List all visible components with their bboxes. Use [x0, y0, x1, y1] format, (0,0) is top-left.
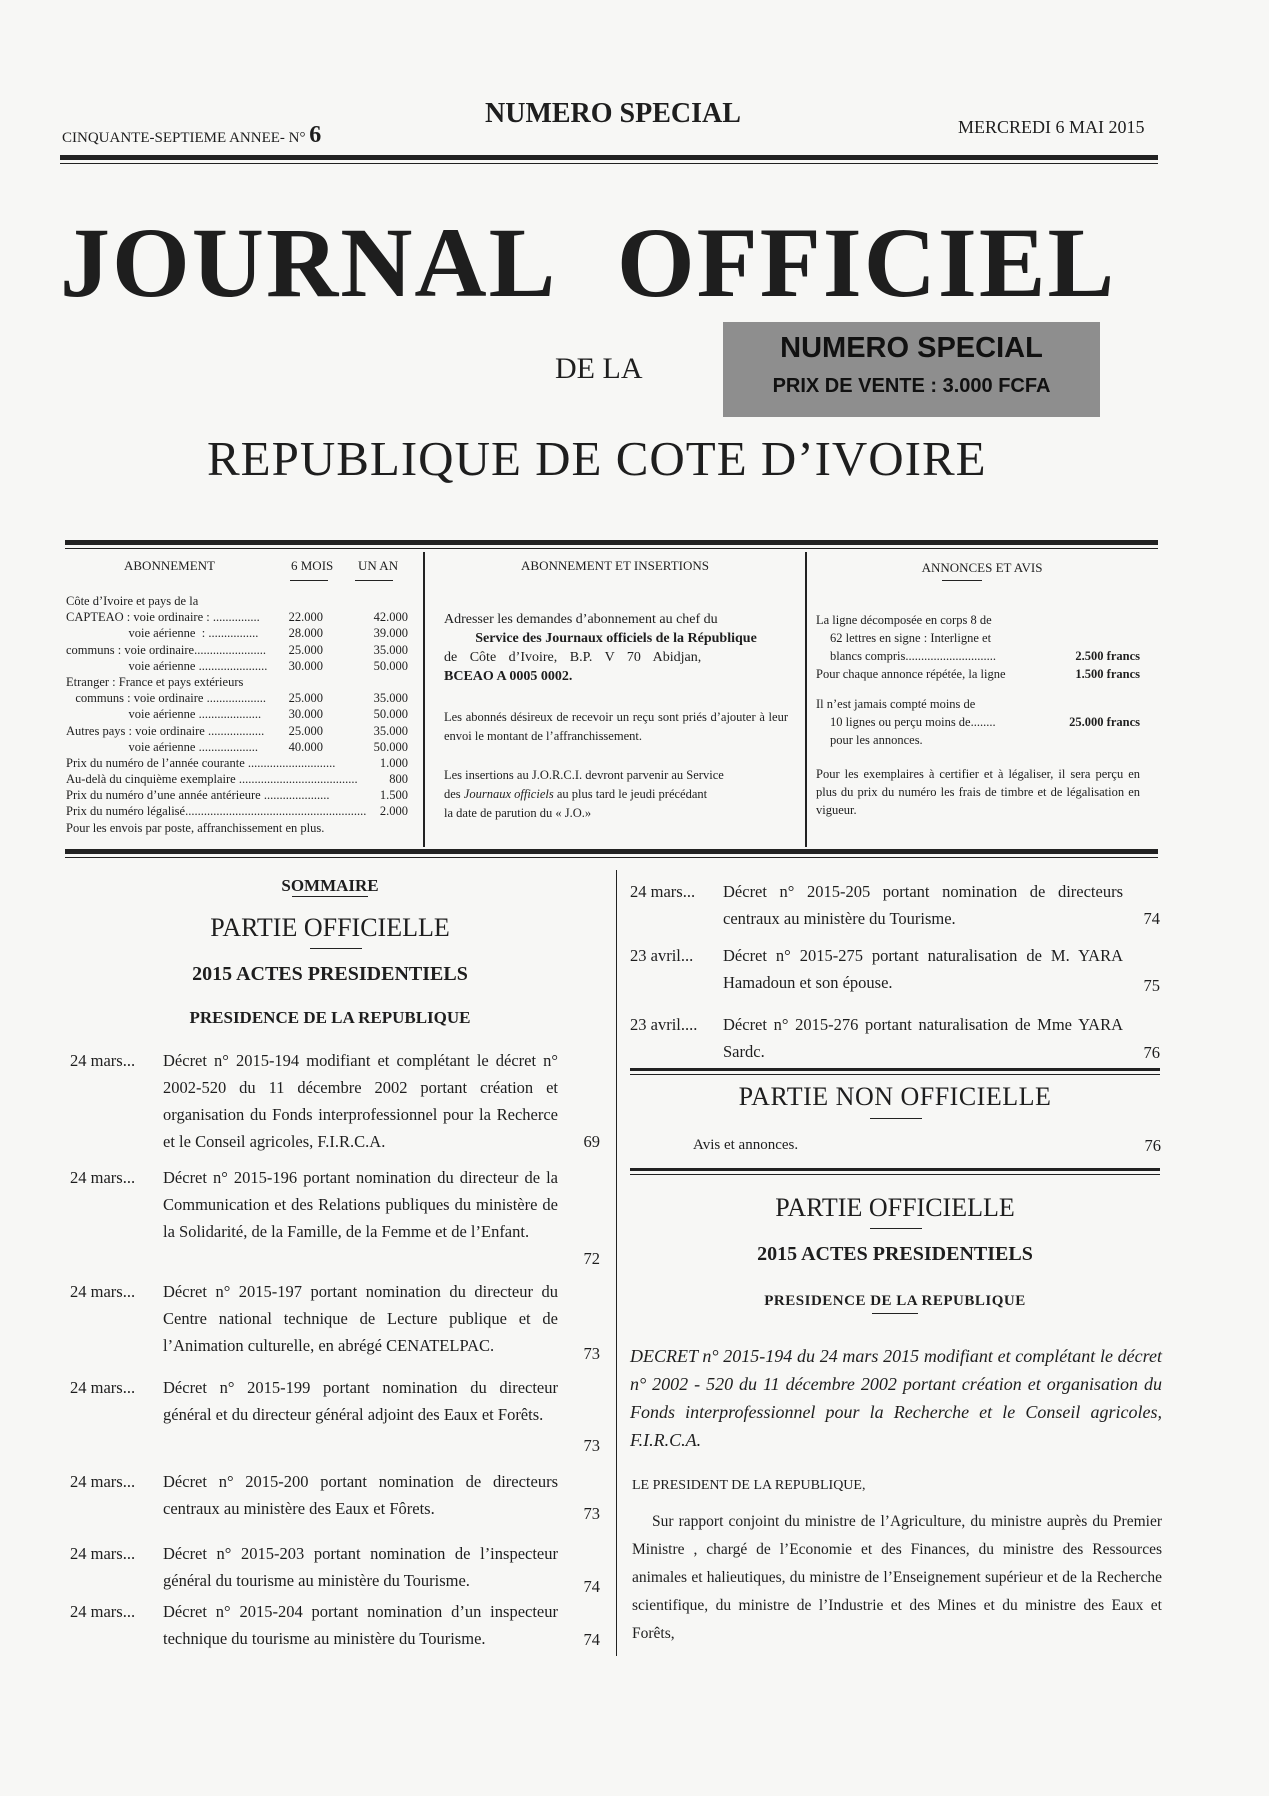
insertions-block: [444, 610, 788, 823]
abonnement-row: communs : voie ordinaire....................... 25.000 35.000: [66, 642, 408, 657]
info-divider-1: [423, 552, 425, 847]
annonces-l6: 10 lignes ou perçu moins de........: [830, 715, 996, 729]
sommaire-partie: PARTIE OFFICIELLE: [210, 913, 450, 942]
abonnement-row: Pour les envois par poste, affranchissement en plus.: [66, 820, 325, 835]
insertions-p1-d: BCEAO A 0005 0002.: [444, 669, 573, 684]
entry-page: 74: [583, 1630, 600, 1649]
entry-date: 24 mars...: [70, 1282, 136, 1301]
non-officielle-rule-top-thin: [630, 1074, 1160, 1075]
annonces-l2: 62 lettres en signe : Interligne et: [830, 631, 992, 645]
entry-text: Décret n° 2015-204 portant nomination d’un inspecteur technique du tourisme au ministère du Tourisme.: [163, 1602, 558, 1648]
body-presidence: PRESIDENCE DE LA REPUBLIQUE: [764, 1293, 1026, 1309]
body-partie: PARTIE OFFICIELLE: [775, 1193, 1015, 1222]
body-paragraph: Sur rapport conjoint du ministre de l’Agriculture, du ministre auprès du Premier Ministre , chargé de l’Economie et des Finances, du ministre des Ressources animales et halieutiques, du ministre de l’Enseignement supérieur et de la Recherche scientifique, du ministre de l’Industrie et des Mines et du ministre des Eaux et Forêts,: [632, 1513, 1162, 1642]
abonnement-row: communs : voie ordinaire ................... 25.000 35.000: [66, 691, 408, 706]
non-officielle-title: PARTIE NON OFFICIELLE: [738, 1082, 1052, 1111]
entry-page: 73: [583, 1436, 600, 1455]
abonnement-table: [66, 593, 408, 836]
entry-page: 73: [583, 1344, 600, 1363]
entry-text: Décret n° 2015-197 portant nomination du directeur du Centre national technique de Lecture publique et de l’Animation culturelle, en abrégé CENATELPAC.: [163, 1282, 558, 1355]
sommaire-actes: 2015 ACTES PRESIDENTIELS: [192, 963, 468, 985]
annonces-l3-row: [816, 647, 1140, 665]
annonces-l6-row: [816, 713, 1140, 731]
annonces-l6-price: 25.000 francs: [1069, 715, 1140, 729]
column-divider: [616, 870, 617, 1656]
insertions-p3-b: des: [444, 787, 461, 801]
sommaire-title: SOMMAIRE: [281, 876, 379, 895]
annonces-l3: blancs compris.............................: [830, 649, 996, 663]
abonnement-row: voie aérienne : ................ 28.000 39.000: [66, 626, 408, 641]
info-divider-2: [805, 552, 807, 847]
entry-date: 24 mars...: [70, 1472, 136, 1491]
annonces-l3-price: 2.500 francs: [1075, 649, 1140, 663]
abonnement-header-underline: [290, 580, 328, 581]
abonnement-row: voie aérienne ...................... 30.000 50.000: [66, 658, 408, 673]
president-line: LE PRESIDENT DE LA REPUBLIQUE,: [632, 1478, 866, 1493]
annonces-block: [816, 611, 1140, 819]
special-box-price: PRIX DE VENTE : 3.000 FCFA: [772, 375, 1051, 397]
entry-text: Décret n° 2015-200 portant nomination de directeurs centraux au ministère des Eaux et Fôrets.: [163, 1472, 558, 1518]
entry-text: Décret n° 2015-199 portant nomination du directeur général et du directeur général adjoint des Eaux et Forêts.: [163, 1378, 558, 1424]
abonnement-title: ABONNEMENT: [124, 558, 215, 573]
abonnement-row: Prix du numéro légalisé.......................................................... 2.000: [66, 804, 408, 819]
entry-page: 74: [583, 1577, 600, 1596]
entry-date: 24 mars...: [630, 882, 696, 901]
abonnement-row: Au-delà du cinquième exemplaire ...................................... 800: [66, 772, 408, 787]
edition-prefix: CINQUANTE-SEPTIEME ANNEE- N°: [62, 130, 306, 146]
insertions-p3-e: la date de parution du « J.O.»: [444, 806, 592, 820]
entry-date: 24 mars...: [70, 1544, 136, 1563]
avis-label: Avis et annonces.: [693, 1137, 799, 1153]
abonnement-row: Prix du numéro de l’année courante ............................ 1.000: [66, 755, 408, 770]
insertions-p1-a: Adresser les demandes d’abonnement au chef du: [444, 612, 718, 627]
annonces-note: Pour les exemplaires à certifier et à légaliser, il sera perçu en plus du prix du numéro les frais de timbre et de légalisation en vigueur.: [816, 767, 1140, 817]
sommaire-presidence: PRESIDENCE DE LA REPUBLIQUE: [189, 1008, 471, 1027]
entry-date: 24 mars...: [70, 1602, 136, 1621]
entry-text: Décret n° 2015-194 modifiant et complétant le décret n° 2002-520 du 11 décembre 2002 portant création et organisation du Fonds interprofessionnel pour la Recherce et le Conseil agricoles, F.I.R.C.A.: [163, 1051, 558, 1151]
abonnement-row: Etranger : France et pays extérieurs: [66, 674, 244, 689]
masthead-title: JOURNAL OFFICIEL: [60, 207, 1117, 318]
masthead-de-la: DE LA: [555, 352, 643, 385]
entry-page: 75: [1143, 976, 1160, 995]
abonnement-unan: UN AN: [358, 558, 399, 573]
insertions-p3-c: Journaux officiels: [463, 787, 554, 801]
insertions-p1-c: de Côte d’Ivoire, B.P. V 70 Abidjan,: [444, 650, 702, 665]
masthead-republique: REPUBLIQUE DE COTE D’IVOIRE: [207, 431, 987, 486]
non-officielle-underline: [870, 1118, 922, 1119]
body-actes: 2015 ACTES PRESIDENTIELS: [757, 1243, 1033, 1265]
header-rule-thick: [60, 155, 1158, 160]
entry-text: Décret n° 2015-275 portant naturalisation de M. YARA Hamadoun et son épouse.: [723, 946, 1123, 992]
issue-date: MERCREDI 6 MAI 2015: [958, 117, 1145, 137]
insertions-p1-b: Service des Journaux officiels de la République: [475, 631, 757, 646]
entry-date: 23 avril....: [630, 1015, 698, 1034]
special-price-box: [723, 322, 1100, 417]
insertions-p3-b-line: [444, 785, 788, 804]
annonces-l4-price: 1.500 francs: [1075, 667, 1140, 681]
entry-text: Décret n° 2015-203 portant nomination de l’inspecteur général du tourisme au ministère du Tourisme.: [163, 1544, 558, 1590]
body-rule-top: [630, 1168, 1160, 1171]
entry-date: 24 mars...: [70, 1051, 136, 1070]
non-officielle-rule-top: [630, 1068, 1160, 1071]
annonces-l7: pour les annonces.: [830, 733, 923, 747]
insertions-p3-d: au plus tard le jeudi précédant: [556, 787, 708, 801]
entry-page: 73: [583, 1504, 600, 1523]
body-partie-underline: [870, 1228, 922, 1229]
abonnement-row: Prix du numéro d’une année antérieure ..................... 1.500: [66, 788, 408, 803]
annonces-header-underline: [942, 580, 982, 581]
info-rule-bottom-thin: [65, 857, 1158, 858]
entry-page: 72: [583, 1249, 600, 1268]
abonnement-6mois: 6 MOIS: [291, 558, 334, 573]
abonnement-row: voie aérienne .................... 30.000 50.000: [66, 707, 408, 722]
annonces-l1: La ligne décomposée en corps 8 de: [816, 613, 992, 627]
insertions-p1: [444, 610, 788, 686]
special-box-title: NUMERO SPECIAL: [780, 332, 1043, 364]
annonces-l5: Il n’est jamais compté moins de: [816, 697, 976, 711]
entry-text: Décret n° 2015-276 portant naturalisation de Mme YARA Sardc.: [723, 1015, 1123, 1061]
special-label: NUMERO SPECIAL: [485, 98, 741, 129]
info-rule-bottom: [65, 849, 1158, 854]
entry-page: 69: [583, 1132, 600, 1151]
header-rule-thin: [60, 163, 1158, 164]
entry-page: 74: [1143, 909, 1160, 928]
entry-text: Décret n° 2015-196 portant nomination du directeur de la Communication et des Relations publiques du ministère de la Solidarité, de la Famille, de la Femme et de l’Enfant.: [163, 1168, 558, 1241]
sommaire-partie-underline: [310, 948, 362, 949]
body-rule-top-thin: [630, 1174, 1160, 1175]
info-rule-top: [65, 540, 1158, 545]
annonces-l4-row: [816, 665, 1140, 683]
annonces-l4: Pour chaque annonce répétée, la ligne: [816, 667, 1006, 681]
edition-line: [62, 122, 321, 149]
annonces-header: ANNONCES ET AVIS: [921, 560, 1043, 575]
sommaire-underline: [292, 896, 368, 897]
body-presidence-underline: [872, 1313, 918, 1314]
insertions-p2: Les abonnés désireux de recevoir un reçu sont priés d’ajouter à leur envoi le montant de l’affranchissement.: [444, 710, 788, 743]
insertions-header: ABONNEMENT ET INSERTIONS: [521, 558, 709, 573]
abonnement-row: CAPTEAO : voie ordinaire : ............... 22.000 42.000: [66, 610, 408, 625]
info-rule-top-thin: [65, 548, 1158, 549]
entry-date: 24 mars...: [70, 1378, 136, 1397]
abonnement-row: Autres pays : voie ordinaire .................. 25.000 35.000: [66, 723, 408, 738]
entry-text: Décret n° 2015-205 portant nomination de directeurs centraux au ministère du Tourisme.: [723, 882, 1123, 928]
insertions-p3-a: Les insertions au J.O.R.C.I. devront parvenir au Service: [444, 768, 724, 782]
edition-number: 6: [309, 122, 322, 148]
insertions-p3: [444, 766, 788, 823]
entry-date: 23 avril...: [630, 946, 694, 965]
abonnement-row: voie aérienne ................... 40.000 50.000: [66, 739, 408, 754]
avis-page: 76: [1144, 1136, 1161, 1155]
abonnement-row: Côte d’Ivoire et pays de la: [66, 594, 199, 608]
decree-title: DECRET n° 2015-194 du 24 mars 2015 modifiant et complétant le décret n° 2002 - 520 du 11 décembre 2002 portant création et organisation du Fonds interprofessionnel pour la Recherche et le Conseil agricoles, F.I.R.C.A.: [630, 1346, 1162, 1450]
abonnement-header-underline-2: [355, 580, 393, 581]
entry-page: 76: [1143, 1043, 1160, 1062]
entry-date: 24 mars...: [70, 1168, 136, 1187]
